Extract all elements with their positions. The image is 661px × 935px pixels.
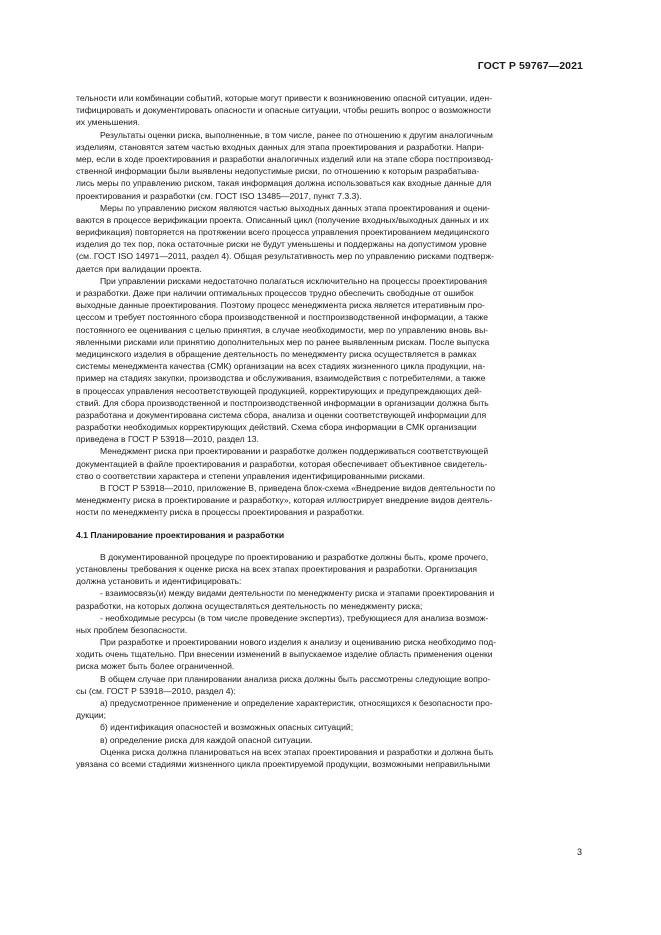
text-line: (см. ГОСТ ISO 14971—2011, раздел 4). Общая результативность мер по управлению рисками подтверж- xyxy=(76,251,494,262)
text-line: а) предусмотренное применение и определение характеристик, относящихся к безопасности про- xyxy=(100,698,493,708)
text-line: ных проблем безопасности. xyxy=(76,624,188,635)
text-line: В ГОСТ Р 53918—2010, приложение В, приведена блок-схема «Внедрение видов деятельности по xyxy=(100,483,496,493)
body-paragraphs-before-heading xyxy=(76,92,585,519)
text-line: их уменьшения. xyxy=(76,117,140,128)
text-line: изделия до тех пор, пока остаточные риски не будут уменьшены и поддержаны на допустимом уровне xyxy=(76,239,487,250)
text-line: увязана со всеми стадиями жизненного цикла проектируемой продукции, возможными неправильными xyxy=(76,758,491,769)
text-line: При разработке и проектировании нового изделия к анализу и оцениванию риска необходимо под- xyxy=(100,637,496,648)
body-paragraphs-after-heading xyxy=(76,551,585,770)
text-line: медицинского изделия в обращение деятельность по менеджменту риска осуществляется в рамках xyxy=(76,348,477,359)
text-line: лись меры по управлению риском, такая информация должна использоваться как входные данные для xyxy=(76,178,492,189)
document-body xyxy=(76,92,585,770)
text-line: ходить очень тщательно. При внесении изменений в выпускаемое изделие область применения оценки xyxy=(76,649,493,660)
text-line: документацией в файле проектирования и разработки, которая обеспечивает объективное свидетель- xyxy=(76,458,488,469)
text-line: явленными рисками или принятию дополнительных мер по ранее выявленным рискам. После выпуска xyxy=(76,336,490,347)
text-line: дается при валидации проекта. xyxy=(76,263,202,274)
text-line: В общем случае при планировании анализа риска должны быть рассмотрены следующие вопро- xyxy=(100,673,491,684)
text-line: дукции; xyxy=(76,710,106,721)
text-line: менеджменту риска в проектирование и разработку», которая иллюстрирует внедрение видов деятель- xyxy=(76,495,493,506)
text-line: верификация) повторяется на протяжении всего процесса управления проектированием медицинского xyxy=(76,227,490,238)
text-line: ваются в процессе верификации проекта. Описанный цикл (получение входных/выходных данных и их xyxy=(76,214,489,225)
text-line: В документированной процедуре по проектированию и разработке должны быть, кроме прочего, xyxy=(100,551,489,562)
text-line: установлены требования к оценке риска на всех этапах проектирования и разработки. Организация xyxy=(76,563,477,574)
text-line: цессом и требует постоянного сбора производственной и постпроизводственной информации, а также xyxy=(76,312,489,323)
text-line: ственной информации были выявлены недопустимые риски, по отношению к которым разрабатыва- xyxy=(76,166,480,177)
text-line: тельности или комбинации событий, которые могут привести к возникновению опасной ситуации, иден- xyxy=(76,93,493,103)
text-line: сы (см. ГОСТ Р 53918—2010, раздел 4): xyxy=(76,685,236,696)
text-line: разработана и документирована система сбора, анализа и оценки соответствующей информации для xyxy=(76,409,487,420)
text-line: системы менеджмента качества (СМК) организации на всех стадиях жизненного цикла продукции, на- xyxy=(76,361,486,372)
text-line: б) идентификация опасностей и возможных опасных ситуаций; xyxy=(100,722,354,733)
text-line: в) определение риска для каждой опасной ситуации. xyxy=(100,734,313,745)
text-line: должна установить и идентифицировать: xyxy=(76,576,242,587)
text-line: При управлении рисками недостаточно полагаться исключительно на процессы проектирования xyxy=(100,275,487,286)
text-line: пример на стадиях закупки, производства и обслуживания, взаимодействия с потребителями, а также xyxy=(76,373,486,384)
text-line: Оценка риска должна планироваться на всех этапах проектирования и разработки и должна быть xyxy=(100,746,494,757)
text-line: - необходимые ресурсы (в том числе проведение экспертиз), требующиеся для анализа возмож- xyxy=(100,612,489,623)
text-line: в процессах управления несоответствующей продукцией, корректирующих и предупреждающих дей- xyxy=(76,385,482,396)
text-line: - взаимосвязь(и) между видами деятельности по менеджменту риска и этапами проектирования и xyxy=(100,588,495,599)
text-line: мер, если в ходе проектирования и разработки аналогичных изделий или на этапе сбора постпроизвод- xyxy=(76,153,494,164)
page-number: 3 xyxy=(576,847,582,857)
text-line: ности по менеджменту риска в процессы проектирования и разработки. xyxy=(76,507,365,518)
standard-header: ГОСТ Р 59767—2021 xyxy=(477,60,583,72)
text-line: ство о соответствии характера и степени управления идентифицированными рисками. xyxy=(76,470,425,481)
spacer xyxy=(76,541,585,551)
text-line: риска может быть более ограниченной. xyxy=(76,661,235,672)
text-line: Результаты оценки риска, выполненные, в том числе, ранее по отношению к другим аналогичным xyxy=(100,129,493,140)
text-line: приведена в ГОСТ Р 53918—2010, раздел 13. xyxy=(76,434,259,445)
spacer xyxy=(76,519,585,529)
text-line: постоянного ее оценивания с целью принятия, в случае необходимости, мер по управлению вновь вы- xyxy=(76,324,489,335)
text-line: и разработки. Даже при наличии оптимальных процессов трудно обеспечить свободные от ошибок xyxy=(76,288,474,298)
text-line: ствий. Для сбора производственной и постпроизводственной информации в организации должна быть xyxy=(76,397,489,408)
text-line: Меры по управлению риском являются частью выходных данных этапа проектирования и оцени- xyxy=(100,202,490,213)
text-line: изделиям, становятся затем частью входных данных для этапа проектирования и разработки. Напри- xyxy=(76,141,485,152)
text-line: разработки, на которых должна осуществляться деятельность по менеджменту риска; xyxy=(76,600,423,611)
text-line: Менеджмент риска при проектировании и разработке должен поддерживаться соответствующей xyxy=(100,446,489,457)
text-line: разработки необходимых корректирующих действий. Схема сбора информации в СМК организации xyxy=(76,422,477,433)
text-line: тифицировать и документировать опасности и опасные ситуации, чтобы решить вопрос о возможности xyxy=(76,105,491,116)
section-heading: 4.1 Планирование проектирования и разработки xyxy=(76,529,285,540)
text-line: выходные данные проектирования. Поэтому процесс менеджмента риска является итеративным про- xyxy=(76,300,485,311)
text-line: проектирования и разработки (см. ГОСТ ISO 13485—2017, пункт 7.3.3). xyxy=(76,190,362,201)
